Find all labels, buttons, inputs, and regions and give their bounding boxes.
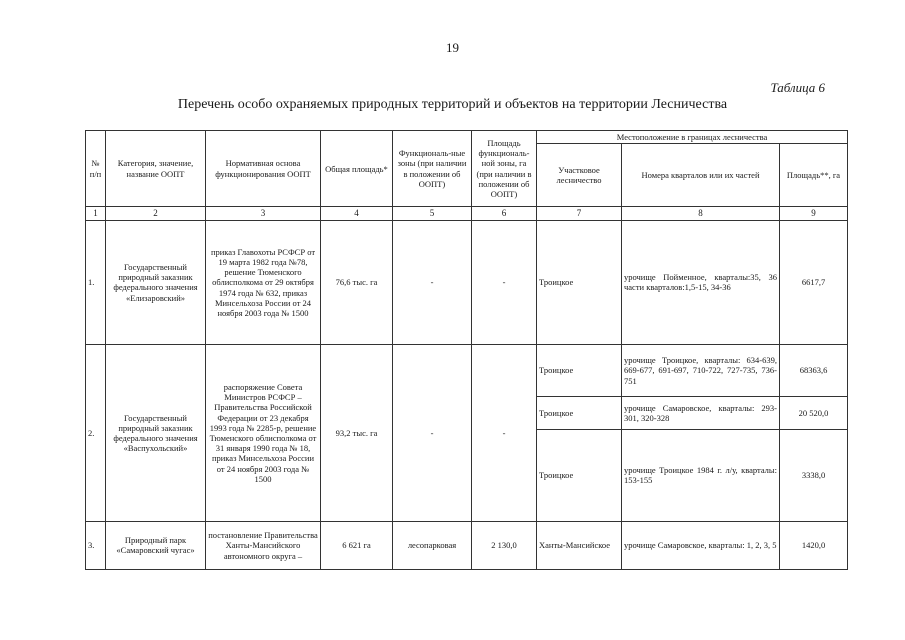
row-area: 1420,0 <box>780 521 848 569</box>
header-basis: Нормативная основа функционирования ООПТ <box>206 131 321 207</box>
row-area: 3338,0 <box>780 429 848 521</box>
row-category: Природный парк «Самаровский чугас» <box>106 521 206 569</box>
row-quarters: урочище Самаровское, кварталы: 293-301, 320-328 <box>622 396 780 429</box>
table-label: Таблица 6 <box>770 80 825 95</box>
column-number: 3 <box>206 207 321 221</box>
header-zones: Функциональ-ные зоны (при наличии в положении об ООПТ) <box>393 131 472 207</box>
row-district: Троицкое <box>537 396 622 429</box>
column-number-row <box>86 207 848 221</box>
row-total-area: 76,6 тыс. га <box>321 220 393 344</box>
row-basis: распоряжение Совета Министров РСФСР – Правительства Российской Федерации от 23 декабря 1993 года № 2285-р, решение Тюменского облисполкома от 31 января 1990 года № 18, приказ Минсельхоза России от 24 ноября 2003 года № 1500 <box>206 344 321 521</box>
row-district: Ханты-Мансийское <box>537 521 622 569</box>
header-area: Площадь**, га <box>780 144 848 207</box>
row-quarters: урочище Самаровское, кварталы: 1, 2, 3, 5 <box>622 521 780 569</box>
row-quarters: урочище Троицкое, кварталы: 634-639, 669-677, 691-697, 710-722, 727-735, 736-751 <box>622 344 780 396</box>
row-zone-area: - <box>472 220 537 344</box>
page-number: 19 <box>446 40 459 55</box>
row-category: Государственный природный заказник федерального значения «Елизаровский» <box>106 220 206 344</box>
header-location: Местоположение в границах лесничества <box>537 131 848 144</box>
header-quarters: Номера кварталов или их частей <box>622 144 780 207</box>
row-num: 3. <box>86 521 106 569</box>
row-zones: лесопарковая <box>393 521 472 569</box>
column-number: 4 <box>321 207 393 221</box>
header-district: Участковое лесничество <box>537 144 622 207</box>
row-total-area: 6 621 га <box>321 521 393 569</box>
column-number: 9 <box>780 207 848 221</box>
header-num: № п/п <box>86 131 106 207</box>
column-number: 1 <box>86 207 106 221</box>
row-basis: приказ Главохоты РСФСР от 19 марта 1982 года №78, решение Тюменского облисполкома от 29 октября 1974 года № 632, приказ Минсельхоза России от 24 ноября 2003 года № 1500 <box>206 220 321 344</box>
row-area: 68363,6 <box>780 344 848 396</box>
column-number: 7 <box>537 207 622 221</box>
document-title: Перечень особо охраняемых природных территорий и объектов на территории Лесничества <box>177 97 728 112</box>
row-num: 2. <box>86 344 106 521</box>
row-quarters: урочище Пойменное, кварталы:35, 36 части кварталов:1,5-15, 34-36 <box>622 220 780 344</box>
row-district: Троицкое <box>537 344 622 396</box>
column-number: 8 <box>622 207 780 221</box>
row-num: 1. <box>86 220 106 344</box>
table-row <box>86 521 848 569</box>
column-number: 2 <box>106 207 206 221</box>
row-basis: постановление Правительства Ханты-Мансийского автономного округа – <box>206 521 321 569</box>
table-row <box>86 220 848 344</box>
column-number: 5 <box>393 207 472 221</box>
header-category: Категория, значение, название ООПТ <box>106 131 206 207</box>
column-number: 6 <box>472 207 537 221</box>
row-district: Троицкое <box>537 220 622 344</box>
row-district: Троицкое <box>537 429 622 521</box>
row-area: 6617,7 <box>780 220 848 344</box>
protected-areas-table <box>85 130 848 570</box>
row-category: Государственный природный заказник федерального значения «Васпухольский» <box>106 344 206 521</box>
row-quarters: урочище Троицкое 1984 г. л/у, кварталы: 153-155 <box>622 429 780 521</box>
row-total-area: 93,2 тыс. га <box>321 344 393 521</box>
row-zone-area: 2 130,0 <box>472 521 537 569</box>
table-row <box>86 344 848 396</box>
row-zones: - <box>393 220 472 344</box>
header-zone-area: Площадь функциональ-ной зоны, га (при наличии в положении об ООПТ) <box>472 131 537 207</box>
header-total-area: Общая площадь* <box>321 131 393 207</box>
row-zone-area: - <box>472 344 537 521</box>
row-zones: - <box>393 344 472 521</box>
row-area: 20 520,0 <box>780 396 848 429</box>
